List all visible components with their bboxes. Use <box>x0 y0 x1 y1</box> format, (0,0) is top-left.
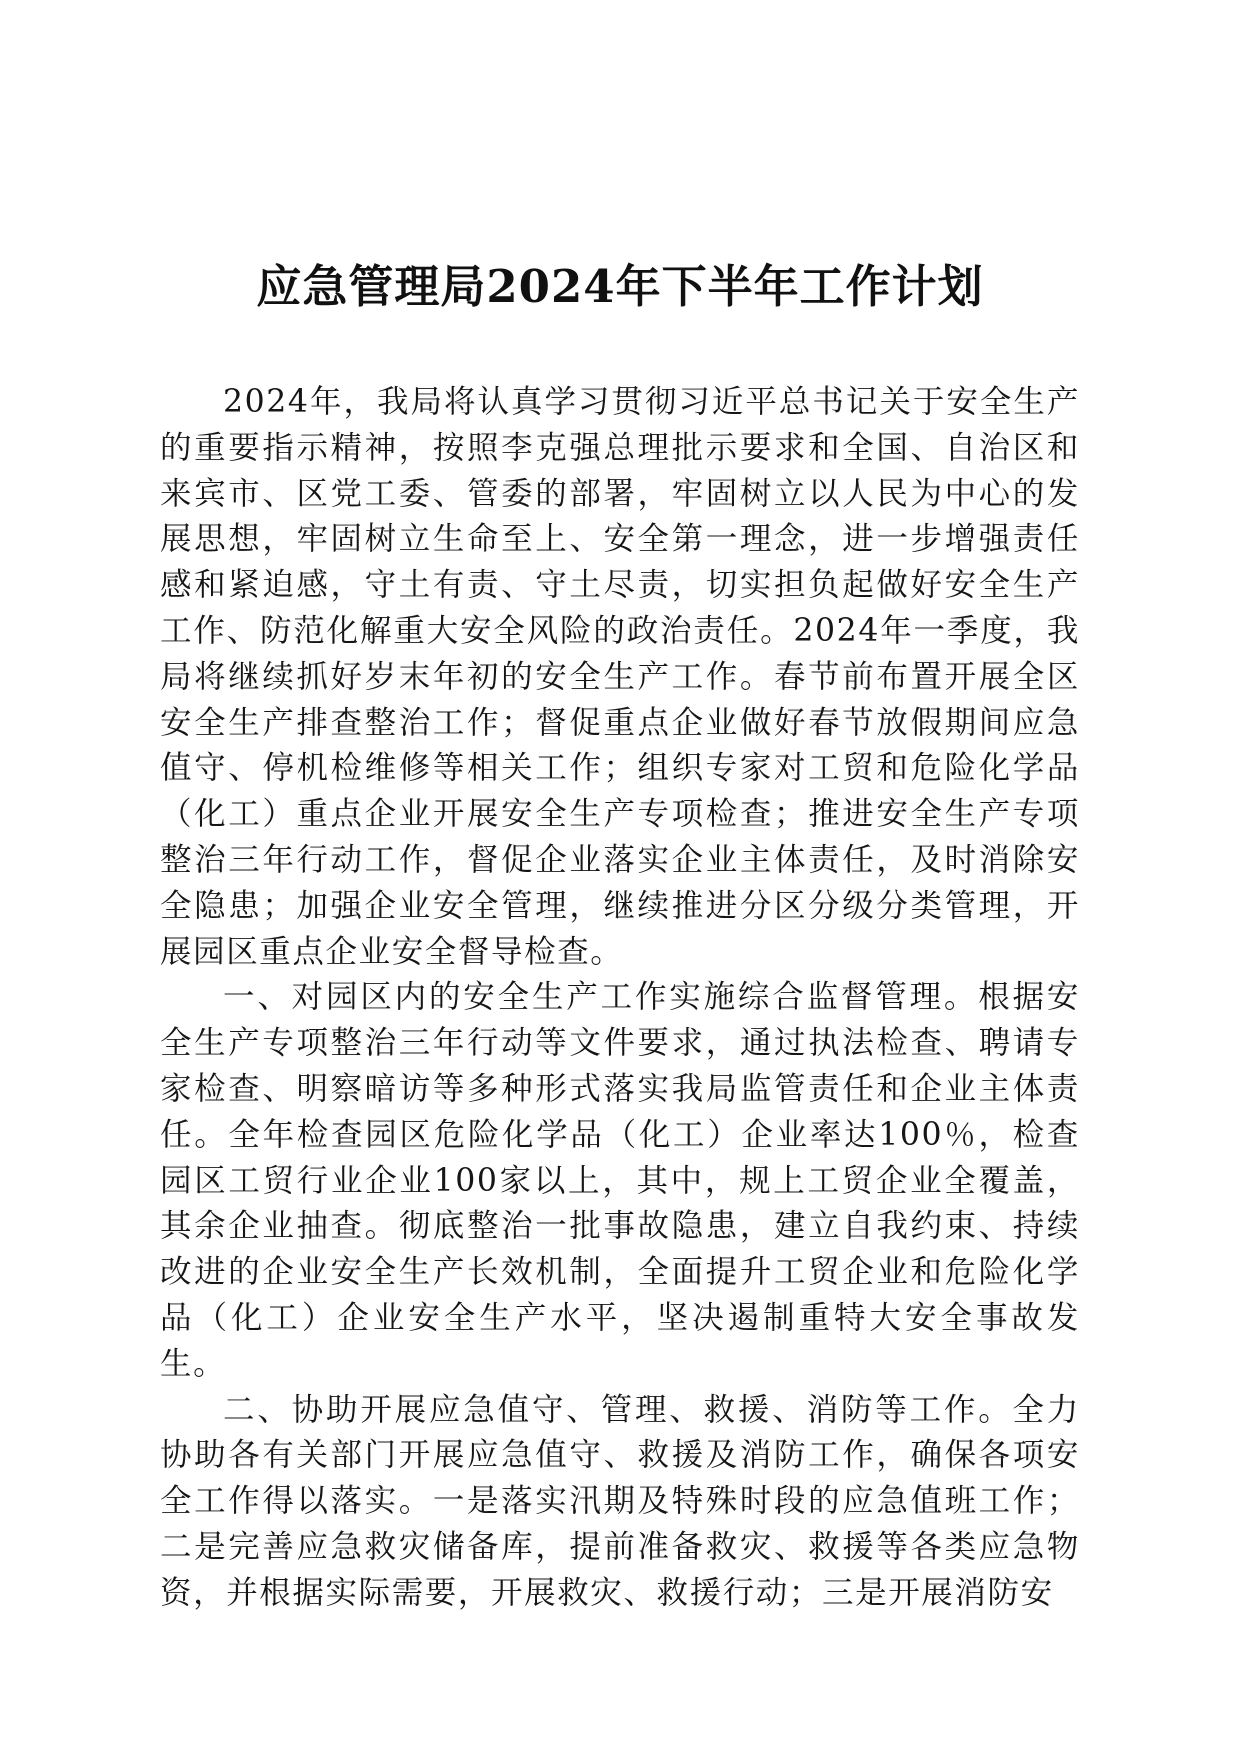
paragraph-section-2: 二、协助开展应急值守、管理、救援、消防等工作。全力协助各有关部门开展应急值守、救援及消防工作，确保各项安全工作得以落实。一是落实汛期及特殊时段的应急值班工作；二是完善应急救灾储备库，提前准备救灾、救援等各类应急物资，并根据实际需要，开展救灾、救援行动；三是开展消防安 <box>160 1391 1080 1611</box>
paragraph-intro: 2024年，我局将认真学习贯彻习近平总书记关于安全生产的重要指示精神，按照李克强总理批示要求和全国、自治区和来宾市、区党工委、管委的部署，牢固树立以人民为中心的发展思想，牢固树立生命至上、安全第一理念，进一步增强责任感和紧迫感，守土有责、守土尽责，切实担负起做好安全生产工作、防范化解重大安全风险的政治责任。2024年一季度，我局将继续抓好岁末年初的安全生产工作。春节前布置开展全区安全生产排查整治工作；督促重点企业做好春节放假期间应急值守、停机检维修等相关工作；组织专家对工贸和危险化学品（化工）重点企业开展安全生产专项检查；推进安全生产专项整治三年行动工作，督促企业落实企业主体责任，及时消除安全隐患；加强企业安全管理，继续推进分区分级分类管理，开展园区重点企业安全督导检查。 <box>160 384 1080 970</box>
paragraph-section-1: 一、对园区内的安全生产工作实施综合监督管理。根据安全生产专项整治三年行动等文件要求，通过执法检查、聘请专家检查、明察暗访等多种形式落实我局监管责任和企业主体责任。全年检查园区危险化学品（化工）企业率达100％，检查园区工贸行业企业100家以上，其中，规上工贸企业全覆盖，其余企业抽查。彻底整治一批事故隐患，建立自我约束、持续改进的企业安全生产长效机制，全面提升工贸企业和危险化学品（化工）企业安全生产水平，坚决遏制重特大安全事故发生。 <box>160 979 1080 1382</box>
document-title: 应急管理局2024年下半年工作计划 <box>256 260 984 313</box>
document-body <box>160 380 1080 1617</box>
